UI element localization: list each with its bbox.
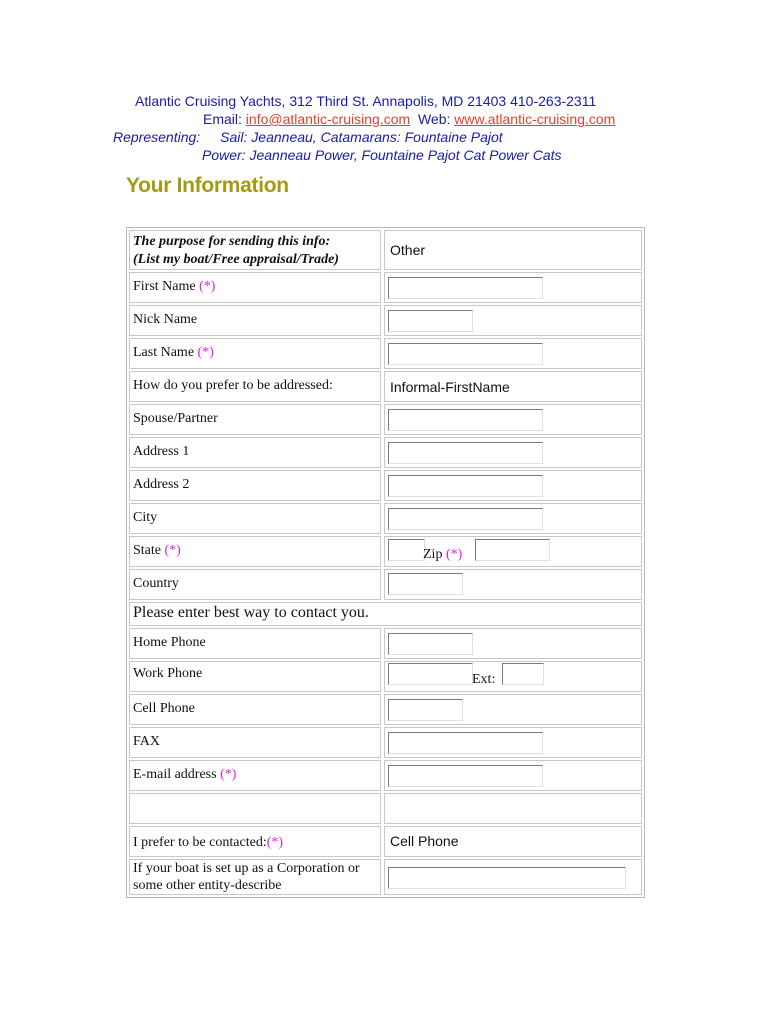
home-phone-label: Home Phone: [133, 635, 206, 650]
required-mark: (*): [266, 835, 284, 850]
row-address2: [129, 470, 642, 501]
row-fax: [129, 727, 642, 758]
address1-label: Address 1: [133, 444, 190, 459]
corp-label-2: some other entity-describe: [133, 878, 282, 893]
email-label: E-mail address: [133, 767, 217, 782]
first-name-label: First Name: [133, 279, 196, 294]
cell-phone-input[interactable]: [388, 699, 463, 721]
city-input[interactable]: [388, 508, 543, 530]
zip-input[interactable]: [475, 539, 550, 561]
row-spouse: [129, 404, 642, 435]
corp-label-1: If your boat is set up as a Corporation or: [133, 861, 360, 876]
row-email: [129, 760, 642, 791]
state-label: State: [133, 543, 161, 558]
contact-heading: Please enter best way to contact you.: [133, 604, 369, 621]
state-input[interactable]: [388, 539, 425, 561]
spouse-input[interactable]: [388, 409, 543, 431]
nick-name-label: Nick Name: [133, 312, 198, 327]
zip-label: Zip: [423, 547, 443, 562]
row-state-zip: [129, 536, 642, 567]
row-addressed: [129, 371, 642, 402]
representing-line: [113, 128, 503, 146]
last-name-label: Last Name: [133, 345, 195, 360]
row-contact-pref: [129, 826, 642, 857]
email-input[interactable]: [388, 765, 543, 787]
corp-input[interactable]: [388, 867, 626, 889]
country-label: Country: [133, 576, 179, 591]
home-phone-input[interactable]: [388, 633, 473, 655]
fax-label: FAX: [133, 734, 160, 749]
row-city: [129, 503, 642, 534]
purpose-label-2: (List my boat/Free appraisal/Trade): [133, 252, 339, 267]
work-phone-input[interactable]: [388, 663, 473, 685]
email-link[interactable]: info@atlantic-cruising.com: [245, 111, 411, 127]
row-address1: [129, 437, 642, 468]
web-link[interactable]: www.atlantic-cruising.com: [454, 111, 616, 127]
addressed-label: How do you prefer to be addressed:: [133, 378, 333, 393]
nick-name-input[interactable]: [388, 310, 473, 332]
row-corporation: [129, 859, 642, 895]
company-address: Atlantic Cruising Yachts, 312 Third St. Annapolis, MD 21403 410-263-2311: [135, 93, 597, 109]
address2-input[interactable]: [388, 475, 543, 497]
city-label: City: [133, 510, 158, 525]
ext-label: Ext:: [472, 672, 496, 687]
address2-label: Address 2: [133, 477, 190, 492]
contact-pref-select[interactable]: Cell Phone: [390, 833, 459, 849]
row-empty: [129, 793, 642, 824]
row-work-phone: [129, 661, 642, 692]
required-mark: (*): [164, 543, 181, 558]
fax-input[interactable]: [388, 732, 543, 754]
purpose-label-1: The purpose for sending this info:: [133, 234, 331, 249]
row-first-name: [129, 272, 642, 303]
power-brands: Power: Jeanneau Power, Fountaine Pajot Cat Power Cats: [202, 147, 562, 163]
row-last-name: [129, 338, 642, 369]
work-phone-label: Work Phone: [133, 666, 203, 681]
contact-pref-label: I prefer to be contacted:: [133, 835, 267, 850]
row-nick-name: [129, 305, 642, 336]
spouse-label: Spouse/Partner: [133, 411, 218, 426]
row-home-phone: [129, 628, 642, 659]
required-mark: (*): [199, 279, 216, 294]
ext-input[interactable]: [502, 663, 544, 685]
web-label: Web:: [417, 111, 455, 127]
required-mark: (*): [220, 767, 237, 782]
representing-label: Representing:: [113, 129, 201, 145]
country-input[interactable]: [388, 573, 463, 595]
first-name-input[interactable]: [388, 277, 543, 299]
last-name-input[interactable]: [388, 343, 543, 365]
row-purpose: [129, 230, 642, 270]
purpose-select[interactable]: Other: [390, 242, 426, 258]
required-mark: (*): [445, 547, 463, 562]
row-country: [129, 569, 642, 600]
row-cell-phone: [129, 694, 642, 725]
email-label: Email:: [203, 111, 246, 127]
address1-input[interactable]: [388, 442, 543, 464]
cell-phone-label: Cell Phone: [133, 701, 195, 716]
info-form-table: [126, 227, 645, 898]
required-mark: (*): [197, 345, 214, 360]
contact-line: [203, 110, 615, 128]
addressed-select[interactable]: Informal-FirstName: [390, 379, 510, 395]
row-contact-heading: [129, 602, 642, 626]
sail-brands: Sail: Jeanneau, Catamarans: Fountaine Pajot: [220, 129, 503, 145]
page-title: Your Information: [126, 174, 289, 197]
